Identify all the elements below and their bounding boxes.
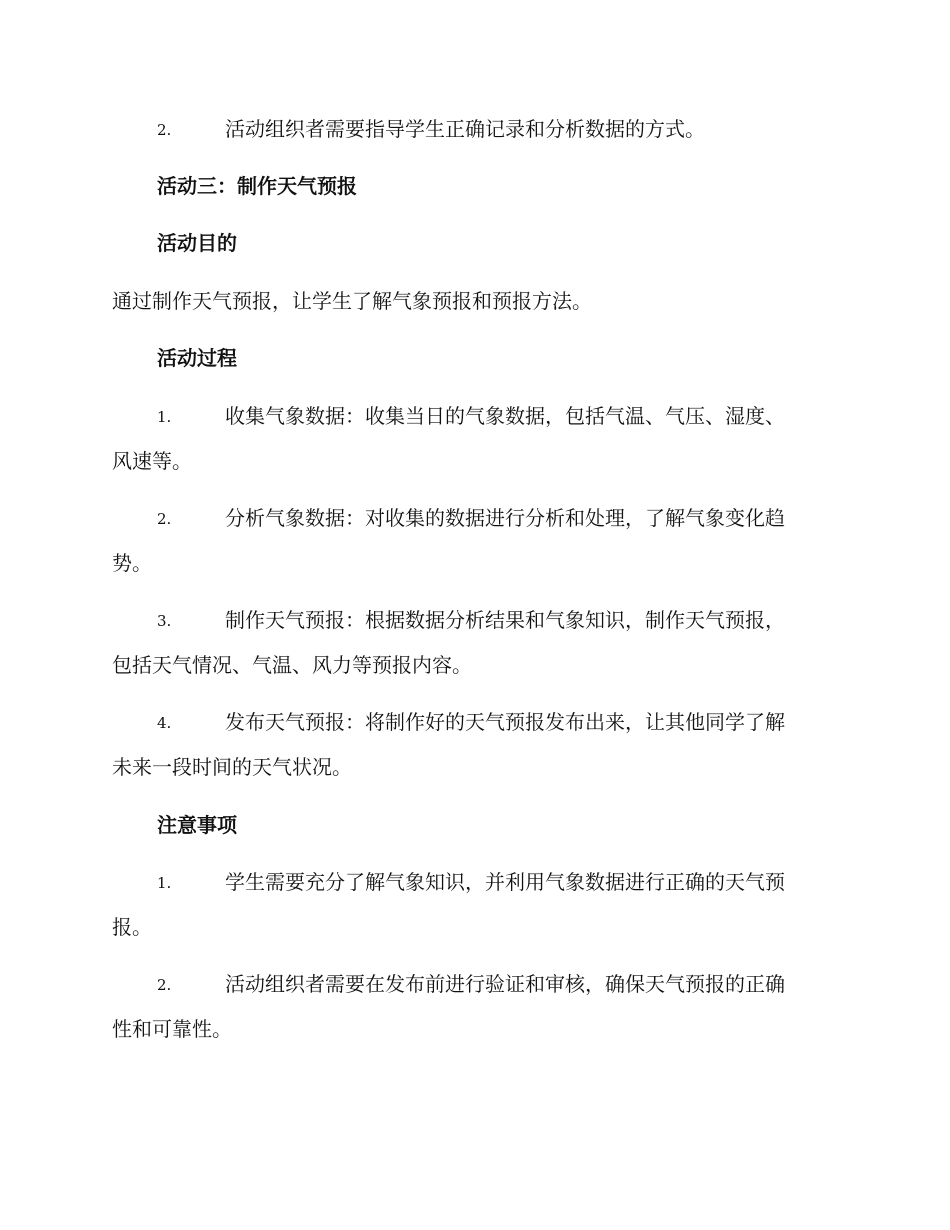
list-item-number: 3. (157, 612, 172, 630)
section-heading: 活动过程 (157, 346, 237, 370)
section-heading: 活动三：制作天气预报 (157, 174, 357, 198)
list-item-text: 收集气象数据：收集当日的气象数据，包括气温、气压、湿度、 (225, 404, 785, 428)
list-item-text: 活动组织者需要在发布前进行验证和审核，确保天气预报的正确 (225, 972, 785, 996)
list-item-text-continued: 报。 (112, 915, 152, 939)
section-heading: 活动目的 (157, 231, 237, 255)
list-item-text-continued: 风速等。 (112, 449, 192, 473)
list-item-text-continued: 性和可靠性。 (112, 1017, 232, 1041)
section-heading: 注意事项 (157, 813, 237, 837)
list-item-text-continued: 未来一段时间的天气状况。 (112, 755, 352, 779)
list-item-text: 学生需要充分了解气象知识，并利用气象数据进行正确的天气预 (225, 870, 785, 894)
list-item-number: 4. (157, 714, 172, 732)
list-item-text-continued: 势。 (112, 551, 152, 575)
list-item-text: 活动组织者需要指导学生正确记录和分析数据的方式。 (225, 117, 705, 141)
list-item-text: 制作天气预报：根据数据分析结果和气象知识，制作天气预报， (225, 608, 785, 632)
list-item-number: 2. (157, 121, 172, 139)
body-paragraph: 通过制作天气预报，让学生了解气象预报和预报方法。 (112, 289, 592, 313)
list-item-text: 分析气象数据：对收集的数据进行分析和处理，了解气象变化趋 (225, 506, 785, 530)
list-item-text-continued: 包括天气情况、气温、风力等预报内容。 (112, 653, 472, 677)
list-item-number: 1. (157, 874, 172, 892)
list-item-text: 发布天气预报：将制作好的天气预报发布出来，让其他同学了解 (225, 710, 785, 734)
list-item-number: 2. (157, 976, 172, 994)
list-item-number: 1. (157, 408, 172, 426)
list-item-number: 2. (157, 510, 172, 528)
